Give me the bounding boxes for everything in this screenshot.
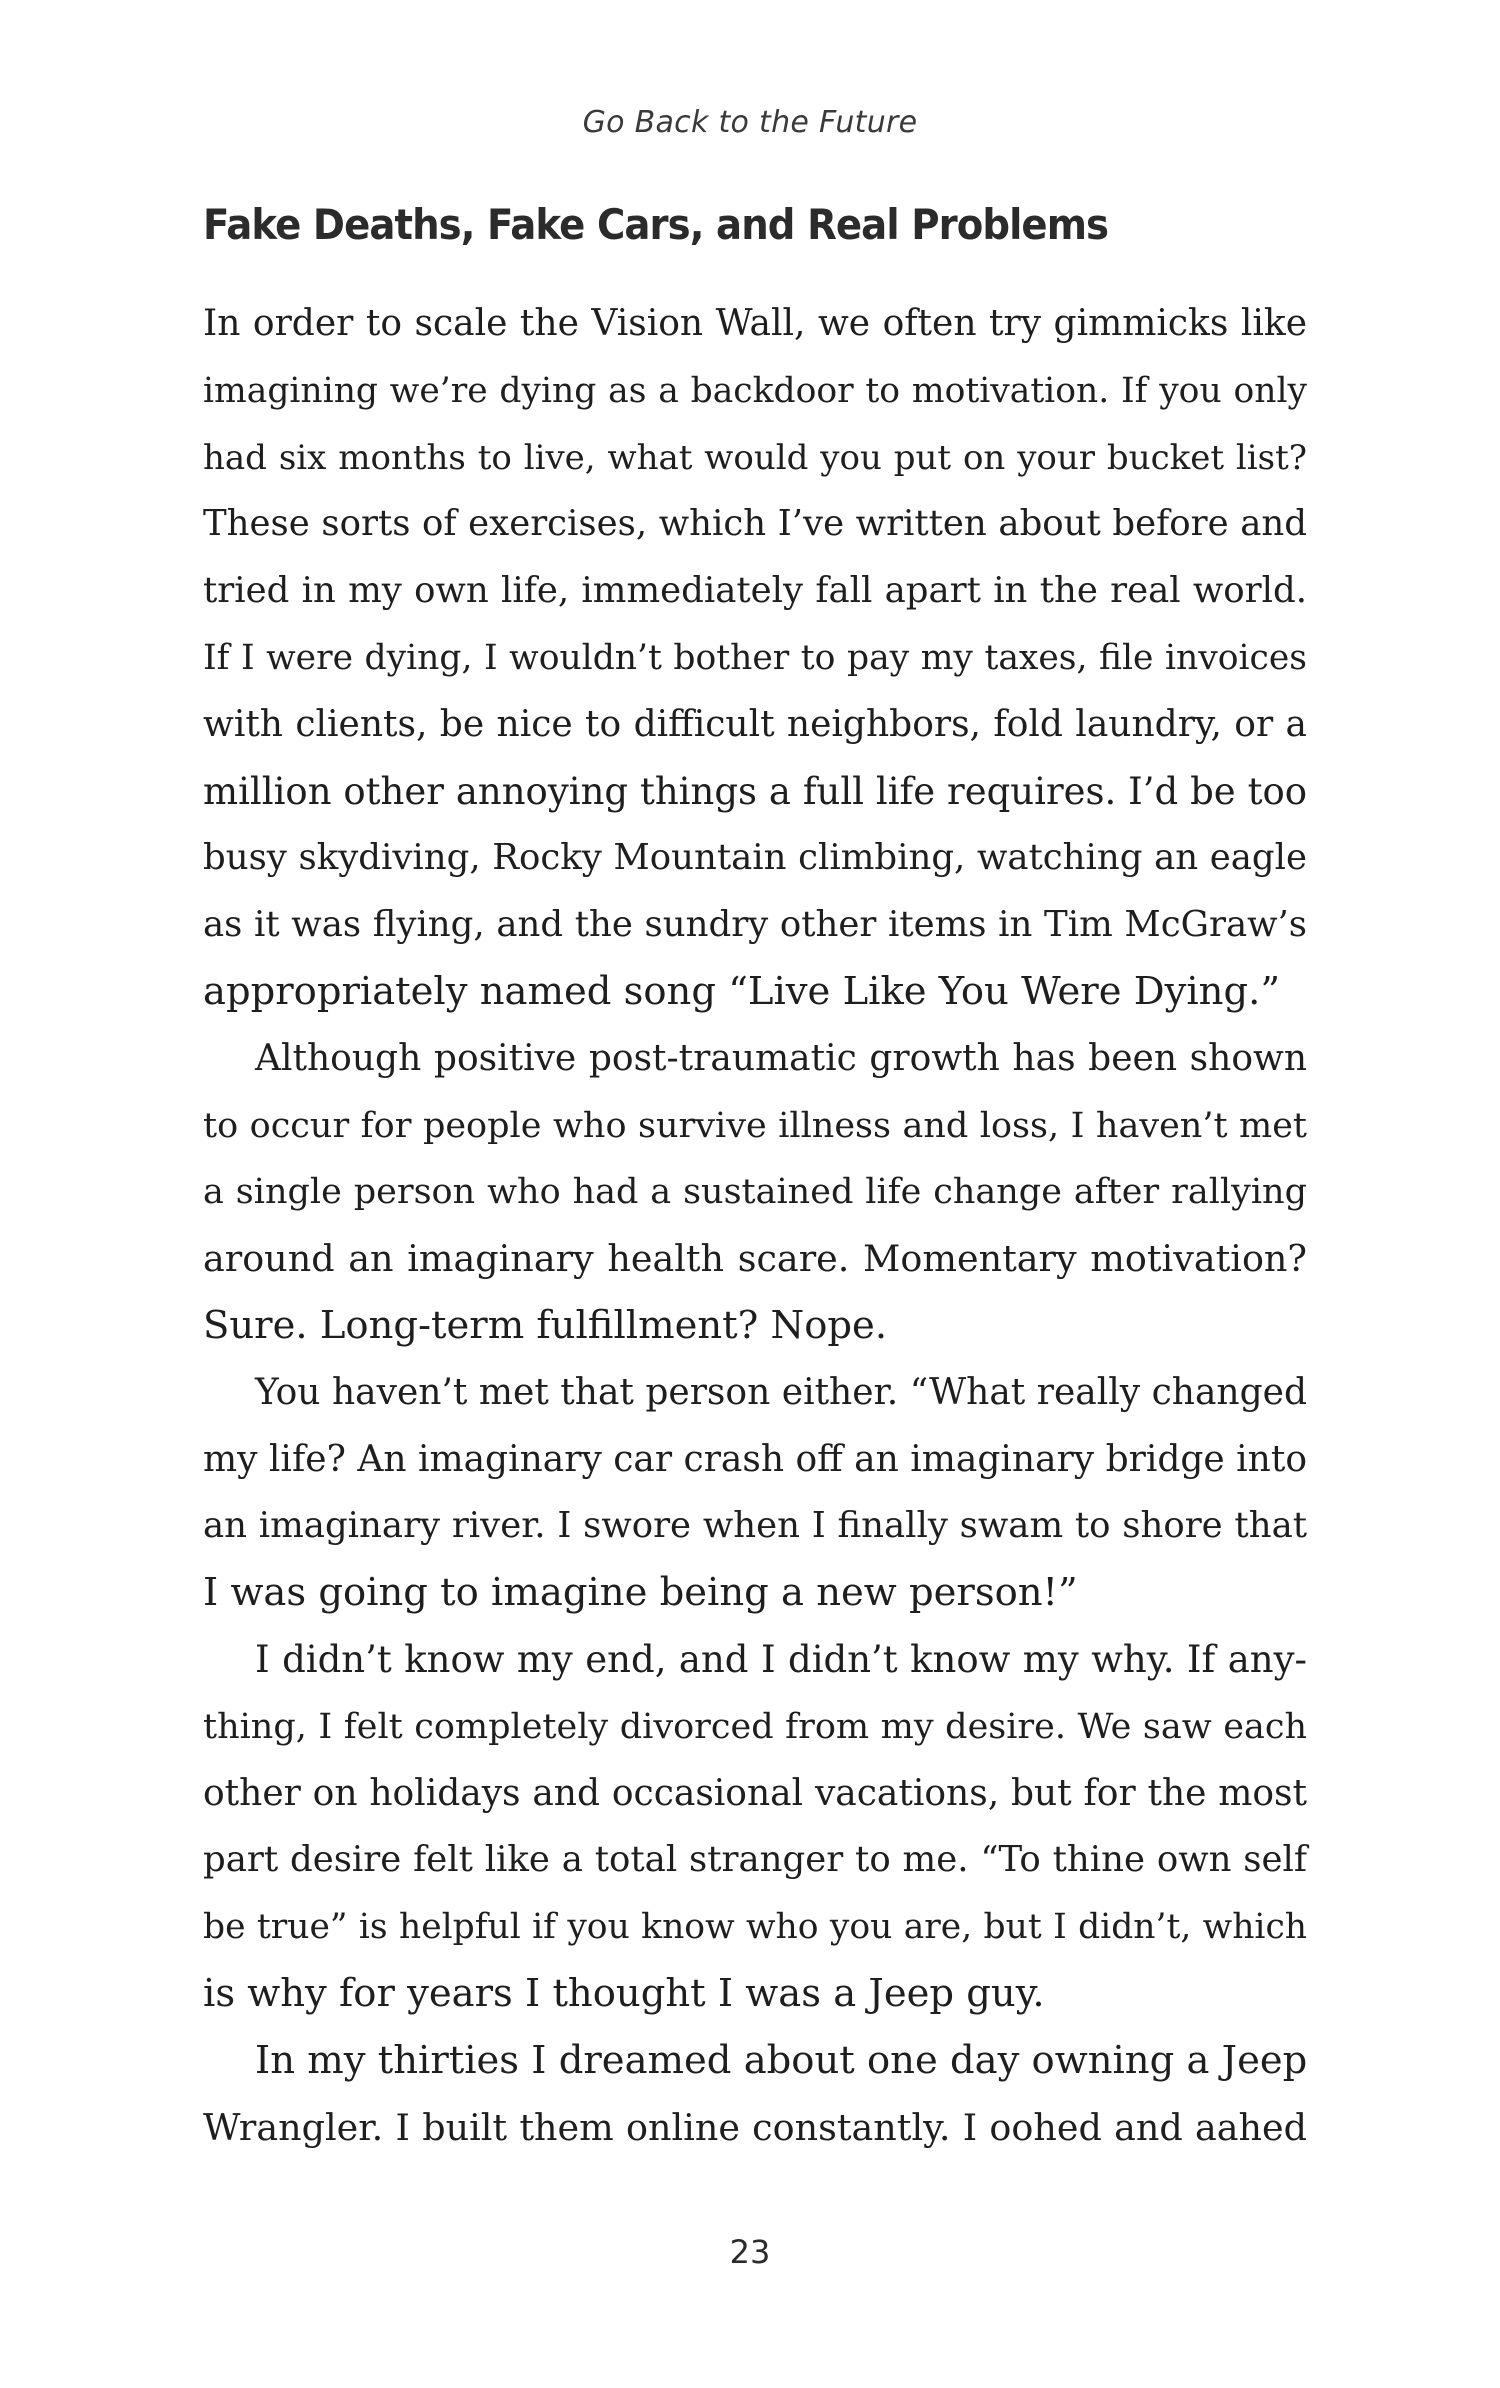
text-line: Wrangler. I built them online constantly. I oohed and aahed: [203, 2105, 1307, 2149]
text-line: In order to scale the Vision Wall, we often try gimmicks like: [203, 303, 1307, 344]
text-line: is why for years I thought I was a Jeep guy.: [203, 1970, 1045, 2016]
text-line: busy skydiving, Rocky Mountain climbing, watching an eagle: [203, 837, 1307, 879]
text-line: to occur for people who survive illness and loss, I haven’t met: [203, 1105, 1307, 1146]
text-line: I didn’t know my end, and I didn’t know my why. If any-: [255, 1637, 1307, 1681]
text-line: appropriately named song “Live Like You Were Dying.”: [203, 968, 1281, 1014]
text-line: part desire felt like a total stranger to me. “To thine own self: [203, 1839, 1307, 1881]
text-line: an imaginary river. I swore when I finally swam to shore that: [203, 1505, 1307, 1547]
text-line: In my thirties I dreamed about one day owning a Jeep: [255, 2037, 1308, 2083]
text-line: These sorts of exercises, which I’ve written about before and: [203, 503, 1307, 545]
text-line: imagining we’re dying as a backdoor to motivation. If you only: [203, 370, 1307, 411]
text-line: If I were dying, I wouldn’t bother to pay my taxes, file invoices: [203, 637, 1307, 678]
text-line: Sure. Long-term fulfillment? Nope.: [203, 1302, 888, 1348]
text-line: thing, I felt completely divorced from my desire. We saw each: [203, 1706, 1307, 1747]
text-line: my life? An imaginary car crash off an imaginary bridge into: [203, 1438, 1308, 1480]
running-head: Go Back to the Future: [582, 105, 918, 140]
text-line: other on holidays and occasional vacations, but for the most: [203, 1772, 1307, 1814]
text-line: as it was flying, and the sundry other items in Tim McGraw’s: [203, 904, 1307, 946]
section-heading: Fake Deaths, Fake Cars, and Real Problems: [203, 200, 1109, 249]
text-line: tried in my own life, immediately fall apart in the real world.: [203, 570, 1307, 612]
text-line: Although positive post-traumatic growth has been shown: [255, 1037, 1307, 1079]
text-line: million other annoying things a full life requires. I’d be too: [203, 769, 1307, 813]
text-line: around an imaginary health scare. Momentary motivation?: [203, 1237, 1307, 1281]
text-line: I was going to imagine being a new person!”: [203, 1570, 1078, 1616]
text-line: be true” is helpful if you know who you are, but I didn’t, which: [203, 1907, 1307, 1948]
page-number: 23: [729, 2233, 771, 2271]
text-line: You haven’t met that person either. “What really changed: [255, 1371, 1307, 1413]
text-line: a single person who had a sustained life change after rallying: [203, 1172, 1307, 1213]
text-line: had six months to live, what would you put on your bucket list?: [203, 437, 1307, 478]
text-line: with clients, be nice to difficult neighbors, fold laundry, or a: [203, 703, 1307, 745]
body-text: [203, 291, 1307, 2161]
